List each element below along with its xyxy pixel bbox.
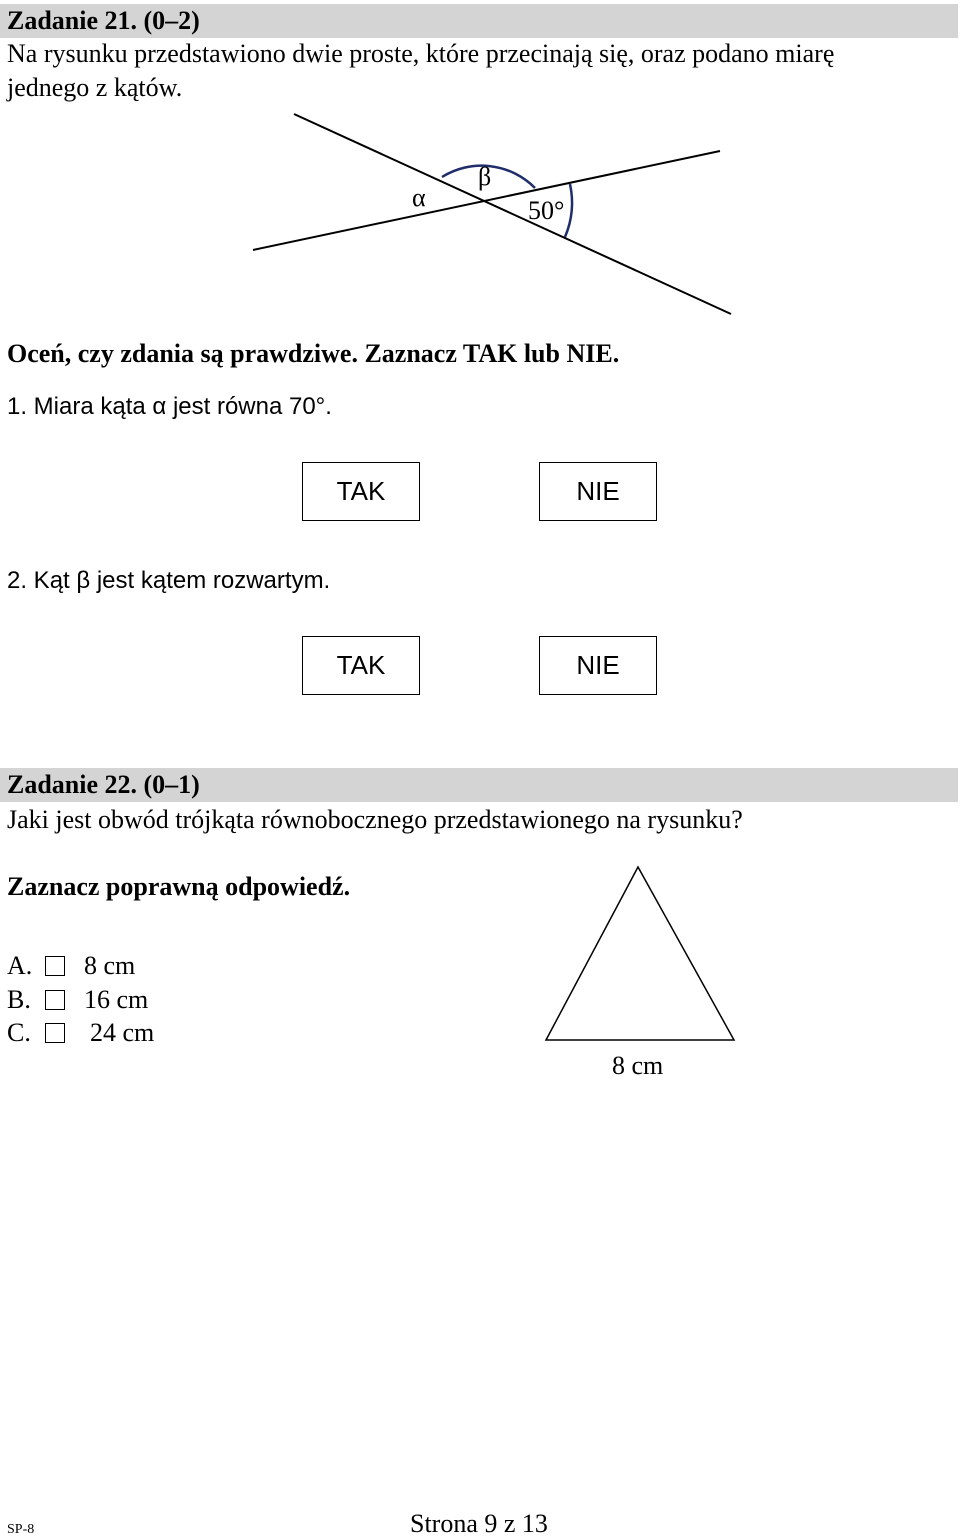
option-b-checkbox[interactable]	[45, 990, 65, 1010]
beta-label: β	[478, 162, 492, 191]
option-a-letter: A.	[7, 951, 33, 980]
task21-title: Zadanie 21. (0–2)	[7, 6, 200, 35]
footer-code: SP-8	[7, 1522, 35, 1537]
task21-intro-line1: Na rysunku przedstawiono dwie proste, które przecinają się, oraz podano miarę	[7, 39, 835, 68]
option-a-checkbox[interactable]	[45, 956, 65, 976]
statement-2-no-box[interactable]: NIE	[539, 636, 657, 695]
task22-instruction: Zaznacz poprawną odpowiedź.	[7, 872, 351, 901]
line-one	[294, 114, 731, 314]
option-c-value: 24 cm	[90, 1018, 155, 1047]
option-b-letter: B.	[7, 985, 31, 1014]
task22-question: Jaki jest obwód trójkąta równobocznego przedstawionego na rysunku?	[7, 805, 743, 834]
task22-header-band	[0, 768, 958, 802]
option-b-value: 16 cm	[84, 985, 149, 1014]
task21-intro-line2: jednego z kątów.	[7, 73, 183, 102]
statement-2-yes-box[interactable]: TAK	[302, 636, 420, 695]
alpha-label: α	[412, 183, 426, 212]
statement-1-yes-box[interactable]: TAK	[302, 462, 420, 521]
statement-1-text: 1. Miara kąta α jest równa 70°.	[7, 393, 332, 420]
statement-1-no-box[interactable]: NIE	[539, 462, 657, 521]
fifty-degree-arc	[565, 184, 572, 237]
option-c-letter: C.	[7, 1018, 31, 1047]
option-c-checkbox[interactable]	[45, 1023, 65, 1043]
equilateral-triangle	[546, 867, 734, 1040]
triangle-side-label: 8 cm	[612, 1051, 664, 1080]
footer-page-number: Strona 9 z 13	[410, 1509, 548, 1538]
option-a-value: 8 cm	[84, 951, 136, 980]
task21-instruction: Oceń, czy zdania są prawdziwe. Zaznacz TAK lub NIE.	[7, 339, 620, 368]
task22-title: Zadanie 22. (0–1)	[7, 770, 200, 799]
fifty-degree-label: 50°	[528, 196, 565, 225]
statement-2-text: 2. Kąt β jest kątem rozwartym.	[7, 567, 331, 594]
